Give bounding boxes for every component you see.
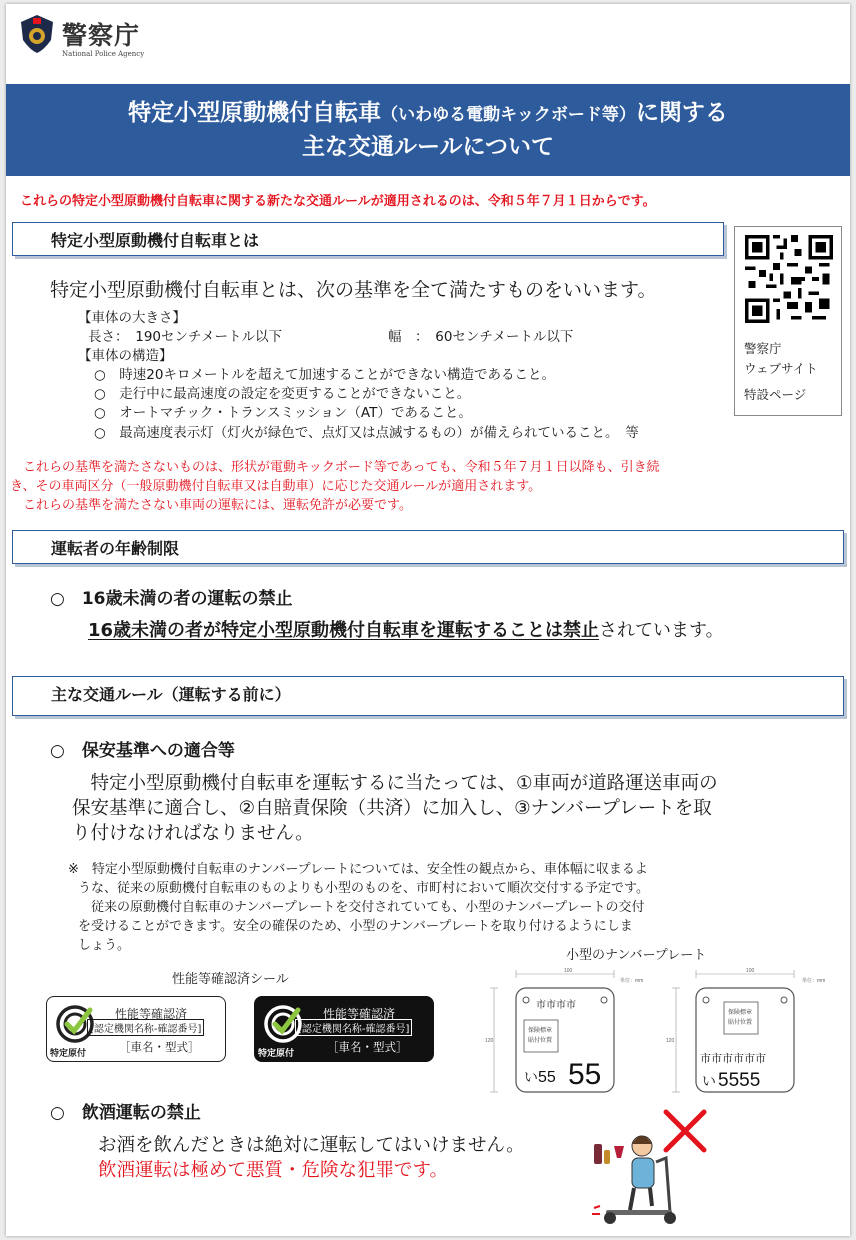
- title-line2: 主な交通ルールについて: [301, 134, 555, 160]
- width-spec: 幅 ： 60センチメートル以下: [388, 329, 574, 345]
- plate-note-2: うな、従来の原動機付自転車のものよりも小型のものを、市町村において順次交付する予定です。: [78, 881, 649, 896]
- size-label: 【車体の大きさ】: [78, 310, 186, 326]
- qr-code-panel[interactable]: [734, 226, 842, 416]
- title-line1: 特定小型原動機付自転車（いわゆる電動キックボード等）に関する: [128, 100, 728, 126]
- plate-note-3: 従来の原動機付自転車のナンバープレートを交付されていても、小型のナンバープレートの交付: [78, 900, 645, 915]
- svg-text:市市市市: 市市市市: [536, 1000, 576, 1011]
- warning-line-3: これらの基準を満たさない車両の運転には、運転免許が必要です。: [10, 498, 412, 513]
- title-band: [6, 84, 850, 176]
- agency-name: 警察庁: [62, 21, 141, 50]
- small-number-plate-diagrams: [484, 966, 850, 1098]
- performance-seal-black: 性能等確認済 [認定機関名称-確認番号] ［車名・型式］ 特定原付: [254, 996, 434, 1062]
- age-prohibition-underlined: 16歳未満の者が特定小型原動機付自転車を運転することは禁止: [88, 620, 600, 641]
- structure-item-3: ○ オートマチック・トランスミッション（AT）であること。: [94, 405, 472, 421]
- no-drink-riding-illustration-icon: [586, 1106, 710, 1228]
- svg-text:貼付位置: 貼付位置: [728, 1020, 753, 1026]
- agency-name-en: National Police Agency: [62, 50, 145, 58]
- warning-line-2: き、その車両区分（一般原動機付自転車又は自動車）に応じた交通ルールが適用されます。: [10, 479, 542, 494]
- plate-note-5: しょう。: [78, 938, 131, 953]
- svg-text:55: 55: [538, 1069, 556, 1086]
- svg-text:120: 120: [666, 1038, 675, 1044]
- section-heading-rules: 主な交通ルール（運転する前に）: [12, 676, 844, 716]
- age-item-title: ○ 16歳未満の者の運転の禁止: [50, 589, 293, 609]
- structure-item-2: ○ 走行中に最高速度の設定を変更することができないこと。: [94, 386, 471, 402]
- age-item-body: 16歳未満の者が特定小型原動機付自転車を運転することは禁止されています。: [88, 620, 724, 641]
- section-heading-definition: 特定小型原動機付自転車とは: [12, 222, 724, 256]
- performance-seal-white: 性能等確認済 [認定機関名称-確認番号] ［車名・型式］ 特定原付: [46, 996, 226, 1062]
- qr-caption-1: 警察庁: [744, 341, 782, 356]
- length-spec: 長さ： 190センチメートル以下: [88, 329, 282, 345]
- warning-line-1: これらの基準を満たさないものは、形状が電動キックボード等であっても、令和５年７月１日以降も、引き続: [10, 460, 660, 475]
- svg-text:市市市市市市: 市市市市市市: [700, 1053, 766, 1065]
- svg-text:100: 100: [564, 968, 573, 974]
- svg-text:い: い: [524, 1069, 538, 1085]
- effective-date-notice: これらの特定小型原動機付自転車に関する新たな交通ルールが適用されるのは、令和５年７月１日からです。: [20, 194, 656, 209]
- police-emblem-icon: [20, 14, 54, 54]
- drinking-line-2: 飲酒運転は極めて悪質・危険な犯罪です。: [98, 1160, 449, 1181]
- svg-text:い: い: [702, 1073, 716, 1089]
- svg-text:保険標章: 保険標章: [728, 1010, 753, 1016]
- qr-caption-2: ウェブサイト: [744, 361, 818, 376]
- structure-item-1: ○ 時速20キロメートルを超えて加速することができない構造であること。: [94, 367, 555, 383]
- structure-label: 【車体の構造】: [78, 348, 173, 364]
- qr-code-icon[interactable]: [745, 235, 833, 323]
- structure-item-4: ○ 最高速度表示灯（灯火が緑色で、点灯又は点滅するもの）が備えられていること。 等: [94, 425, 639, 441]
- definition-lead: 特定小型原動機付自転車とは、次の基準を全て満たすものをいいます。: [50, 279, 657, 301]
- svg-text:単位：mm: 単位：mm: [802, 978, 826, 984]
- safety-item-title: ○ 保安基準への適合等: [50, 741, 235, 761]
- plate-note-4: を受けることができます。安全の確保のため、小型のナンバープレートを取り付けるようにしま: [78, 919, 633, 934]
- svg-text:120: 120: [485, 1038, 494, 1044]
- svg-text:単位：mm: 単位：mm: [620, 978, 644, 984]
- section-heading-age: 運転者の年齢制限: [12, 530, 844, 564]
- safety-body-3: り付けなければなりません。: [72, 823, 314, 844]
- plate-label: 小型のナンバープレート: [566, 948, 707, 963]
- flyer-page: [6, 4, 850, 1236]
- svg-text:100: 100: [746, 968, 755, 974]
- drinking-line-1: お酒を飲んだときは絶対に運転してはいけません。: [98, 1135, 525, 1156]
- safety-body-2: 保安基準に適合し、②自賠責保険（共済）に加入し、③ナンバープレートを取: [72, 798, 712, 819]
- svg-text:55: 55: [568, 1058, 602, 1091]
- svg-text:貼付位置: 貼付位置: [528, 1038, 553, 1044]
- drinking-item-title: ○ 飲酒運転の禁止: [50, 1103, 201, 1123]
- safety-body-1: 特定小型原動機付自転車を運転するに当たっては、①車両が道路運送車両の: [72, 773, 718, 794]
- seal-label: 性能等確認済シール: [172, 972, 289, 987]
- svg-text:5555: 5555: [718, 1070, 761, 1091]
- svg-text:保険標章: 保険標章: [528, 1028, 553, 1034]
- qr-caption-3: 特設ページ: [744, 387, 807, 402]
- plate-note-1: ※ 特定小型原動機付自転車のナンバープレートについては、安全性の観点から、車体幅に収まるよ: [68, 862, 648, 877]
